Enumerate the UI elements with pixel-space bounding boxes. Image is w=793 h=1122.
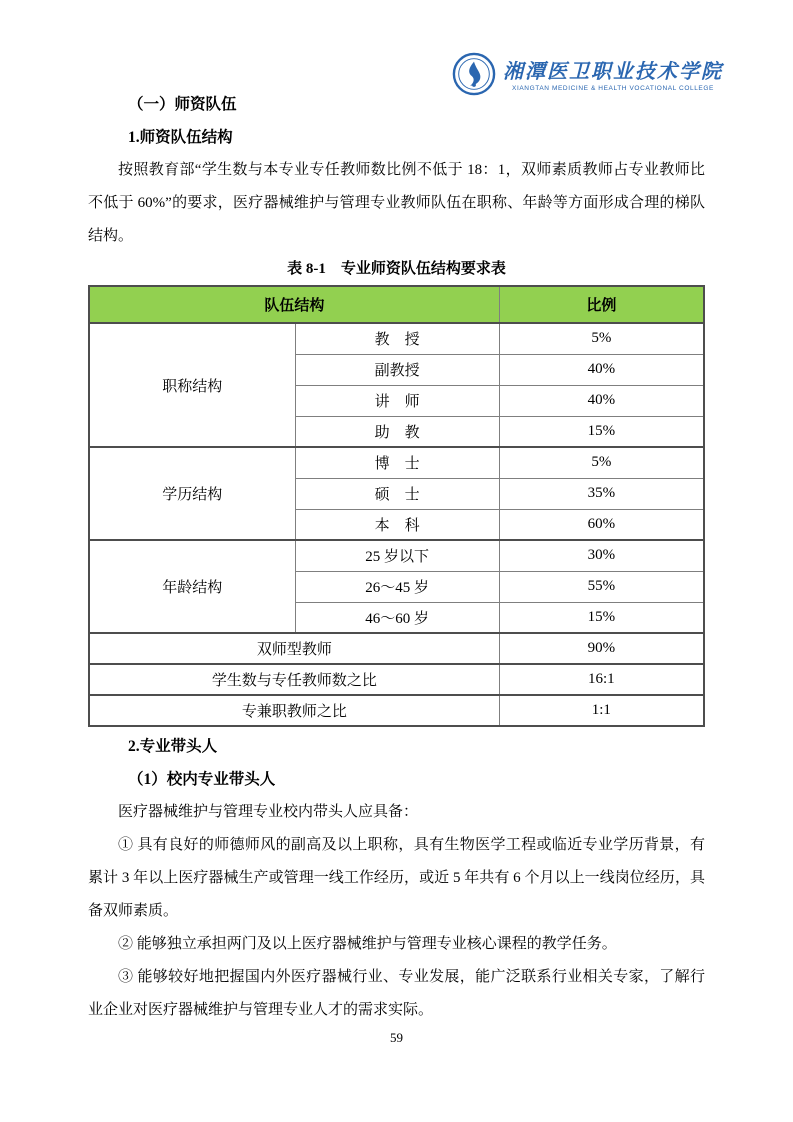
table-row [89,540,704,571]
table-cell-value: 35% [499,478,704,509]
table-row [89,323,704,354]
document-content [88,88,705,1027]
table-cell-category: 职称结构 [89,323,295,447]
table-cell-value: 90% [499,633,704,664]
table-header-ratio: 比例 [499,286,704,323]
table-cell-label: 本 科 [295,509,499,540]
table-cell-value: 5% [499,323,704,354]
table-row [89,447,704,478]
college-name-cn: 湘潭医卫职业技术学院 [503,61,723,83]
table-cell-value: 40% [499,354,704,385]
subsection2-heading: 2.专业带头人 [128,738,218,755]
sub2-item-heading: （1）校内专业带头人 [128,771,276,788]
table-cell-value: 15% [499,416,704,447]
table-cell-label: 学生数与专任教师数之比 [89,664,499,695]
table-cell-label: 副教授 [295,354,499,385]
table-cell-value: 30% [499,540,704,571]
table-cell-label: 双师型教师 [89,633,499,664]
paragraph-leader-intro: 医疗器械维护与管理专业校内带头人应具备： [118,804,419,820]
table-row [89,633,704,664]
table-cell-value: 1:1 [499,695,704,726]
table-cell-category: 年龄结构 [89,540,295,633]
paragraph-item-1: ① 具有良好的师德师风的副高及以上职称，具有生物医学工程或临近专业学历背景，有累计 3 年以上医疗器械生产或管理一线工作经历，或近 5 年共有 6 个月以上一线岗位经历，具备双师素质。 [88,837,705,919]
table-cell-value: 40% [499,385,704,416]
subsection1-heading: 1.师资队伍结构 [128,129,233,146]
table-caption: 表 8-1 专业师资队伍结构要求表 [287,261,506,277]
college-name-en: XIANGTAN MEDICINE & HEALTH VOCATIONAL COLLEGE [512,85,714,92]
table-cell-label: 助 教 [295,416,499,447]
table-header-row [89,286,704,323]
table-cell-label: 博 士 [295,447,499,478]
table-row [89,664,704,695]
table-cell-category: 学历结构 [89,447,295,540]
table-header-structure: 队伍结构 [89,286,499,323]
table-cell-label: 26～45 岁 [295,571,499,602]
table-cell-value: 15% [499,602,704,633]
faculty-structure-table [88,285,705,727]
section-heading: （一）师资队伍 [128,96,237,113]
paragraph-requirements: 按照教育部“学生数与本专业专任教师数比例不低于 18：1，双师素质教师占专业教师比不低于 60%”的要求，医疗器械维护与管理专业教师队伍在职称、年龄等方面形成合理的梯队结构。 [88,162,705,244]
paragraph-item-3: ③ 能够较好地把握国内外医疗器械行业、专业发展，能广泛联系行业相关专家，了解行业企业对医疗器械维护与管理专业人才的需求实际。 [88,969,705,1018]
table-cell-label: 25 岁以下 [295,540,499,571]
table-cell-value: 60% [499,509,704,540]
table-row [89,695,704,726]
table-cell-value: 5% [499,447,704,478]
table-cell-label: 讲 师 [295,385,499,416]
table-cell-label: 硕 士 [295,478,499,509]
table-cell-value: 16:1 [499,664,704,695]
table-cell-label: 教 授 [295,323,499,354]
page-number: 59 [390,1030,403,1045]
paragraph-item-2: ② 能够独立承担两门及以上医疗器械维护与管理专业核心课程的教学任务。 [118,936,617,952]
table-cell-label: 专兼职教师之比 [89,695,499,726]
table-cell-value: 55% [499,571,704,602]
table-cell-label: 46～60 岁 [295,602,499,633]
